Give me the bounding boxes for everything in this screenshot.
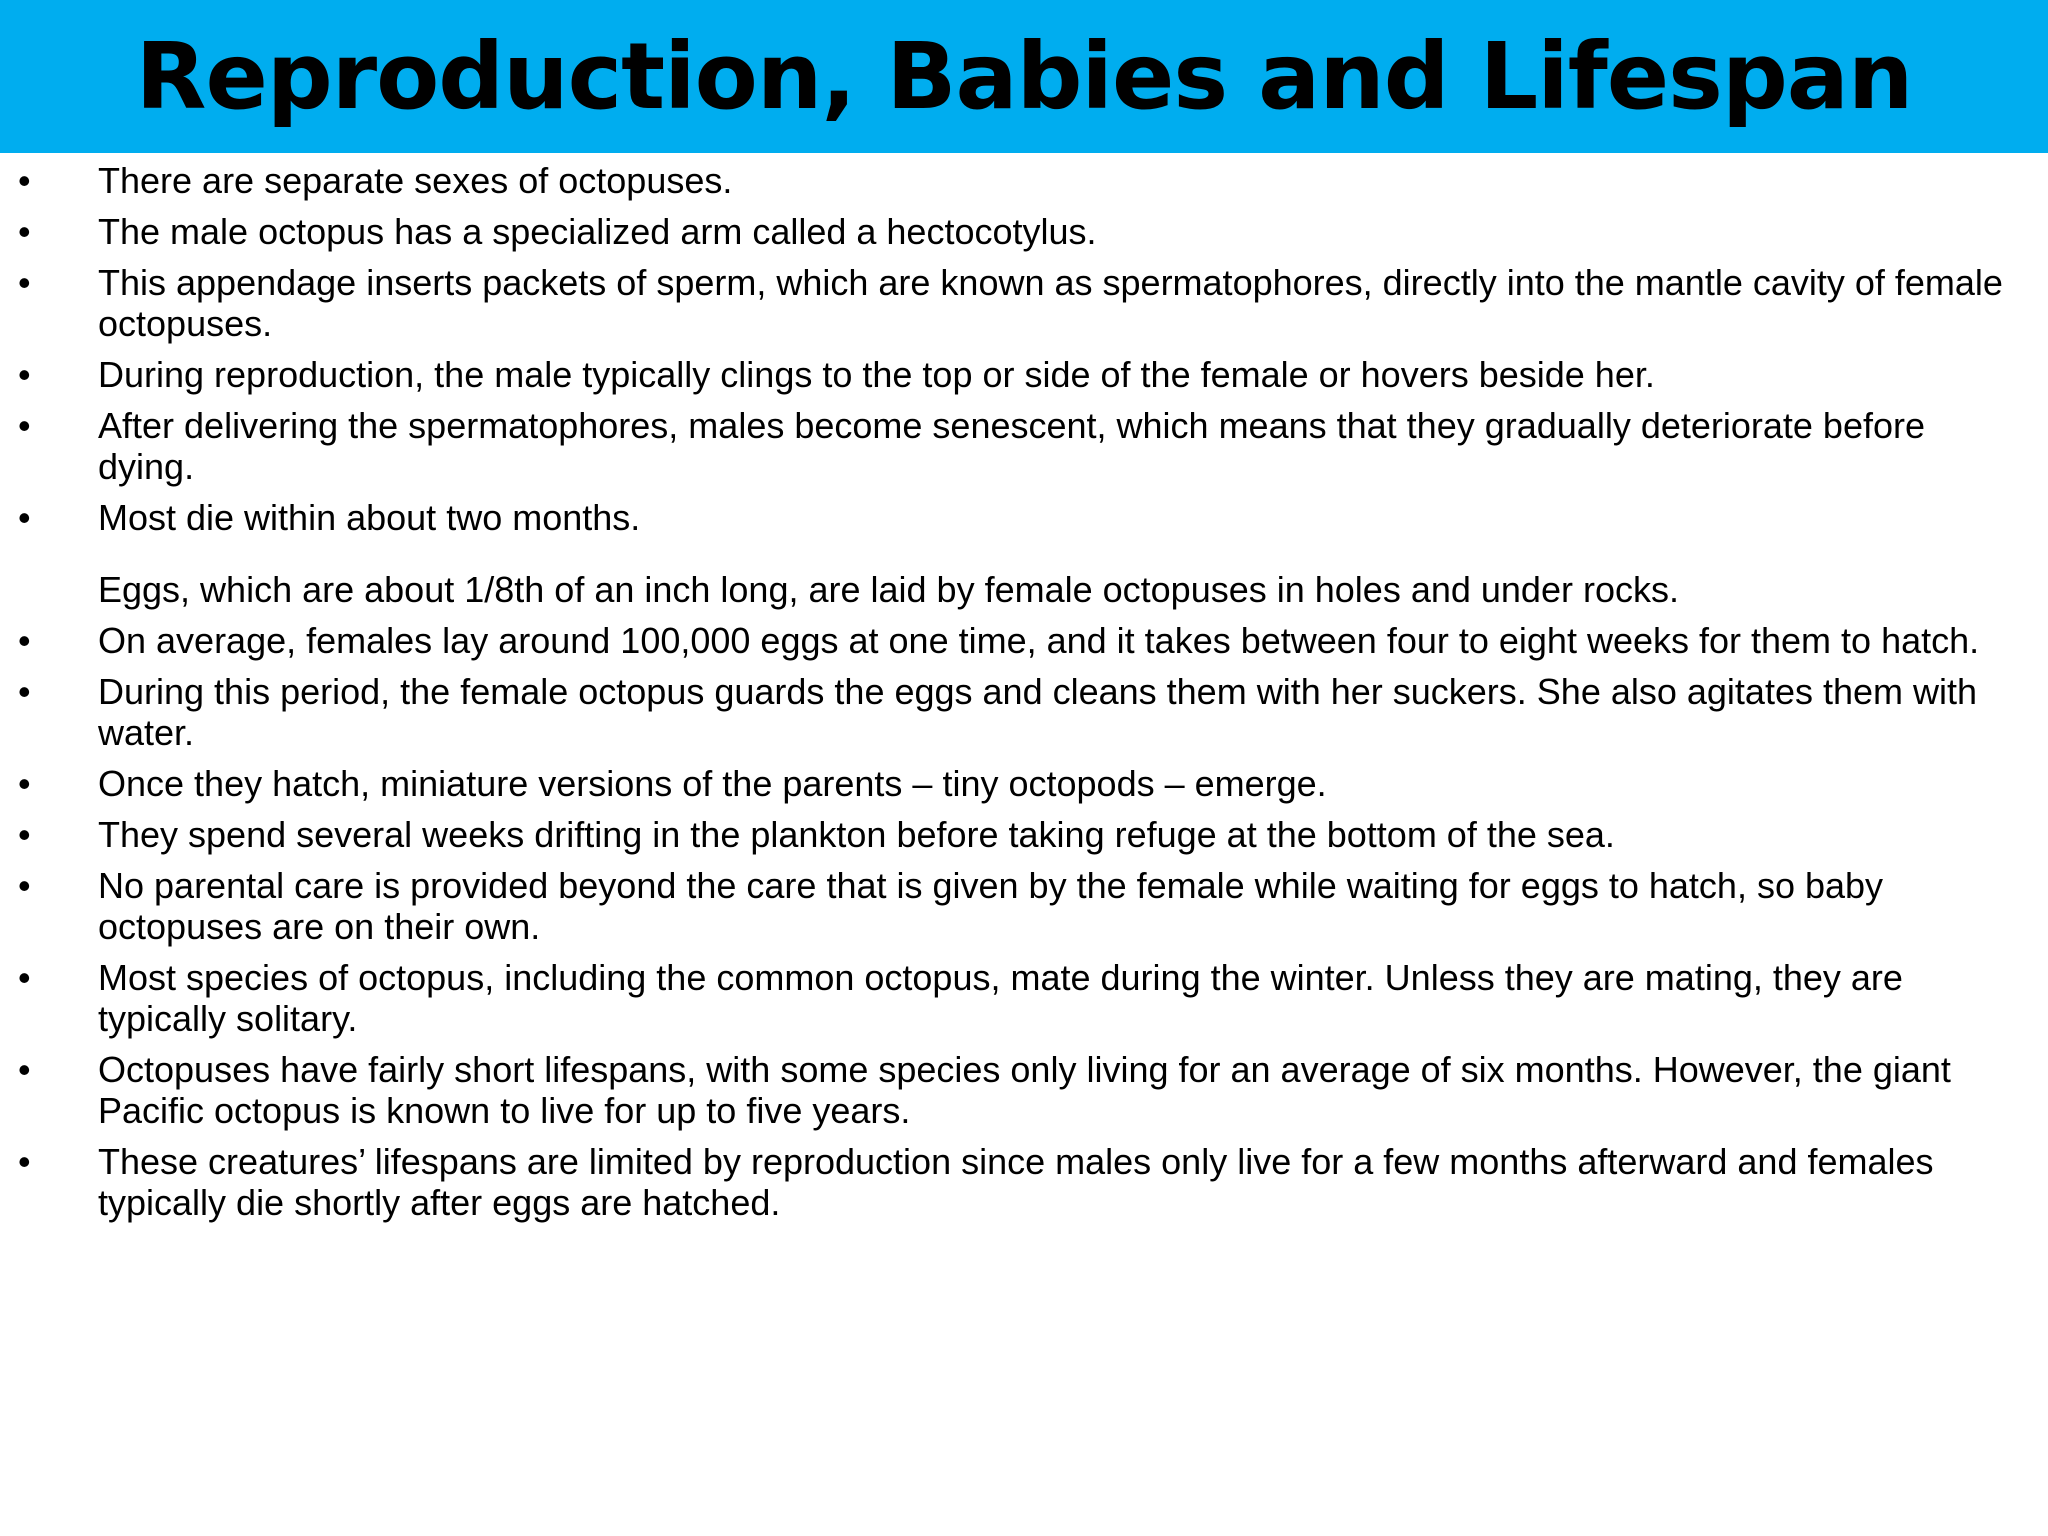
- bullet-item: [0, 160, 2048, 201]
- item-text: These creatures’ lifespans are limited by reproduction since males only live for a few months afterward and females typically die shortly after eggs are hatched.: [98, 1141, 1934, 1223]
- bullet-item: [0, 1049, 2048, 1131]
- item-text: Most die within about two months.: [98, 497, 641, 538]
- bullet-item: [0, 865, 2048, 947]
- bullet-marker: •: [18, 405, 31, 446]
- item-text: This appendage inserts packets of sperm, which are known as spermatophores, directly into the mantle cavity of female octopuses.: [98, 262, 2003, 344]
- title-bar: [0, 0, 2048, 153]
- bullet-item: [0, 763, 2048, 804]
- bullet-item: [0, 354, 2048, 395]
- slide-content: [0, 160, 2048, 1233]
- bullet-marker: •: [18, 160, 31, 201]
- slide-title: Reproduction, Babies and Lifespan: [135, 22, 1913, 130]
- bullet-item: [0, 497, 2048, 538]
- item-text: Most species of octopus, including the common octopus, mate during the winter. Unless they are mating, they are typically solitary.: [98, 957, 1903, 1039]
- bullet-marker: •: [18, 865, 31, 906]
- item-text: On average, females lay around 100,000 eggs at one time, and it takes between four to eight weeks for them to hatch.: [98, 620, 1980, 661]
- bullet-marker: •: [18, 354, 31, 395]
- bullet-item: [0, 671, 2048, 753]
- bullet-item: [0, 262, 2048, 344]
- bullet-marker: •: [18, 957, 31, 998]
- bullet-item: [0, 814, 2048, 855]
- bullet-marker: •: [18, 497, 31, 538]
- bullet-marker: •: [18, 211, 31, 252]
- item-text: The male octopus has a specialized arm called a hectocotylus.: [98, 211, 1097, 252]
- paragraph-item: [0, 569, 2048, 610]
- item-text: There are separate sexes of octopuses.: [98, 160, 733, 201]
- item-text: Octopuses have fairly short lifespans, with some species only living for an average of six months. However, the giant Pacific octopus is known to live for up to five years.: [98, 1049, 1951, 1131]
- item-text: No parental care is provided beyond the care that is given by the female while waiting for eggs to hatch, so baby octopuses are on their own.: [98, 865, 1884, 947]
- bullet-marker: •: [18, 620, 31, 661]
- bullet-item: [0, 620, 2048, 661]
- bullet-item: [0, 957, 2048, 1039]
- bullet-marker: •: [18, 814, 31, 855]
- bullet-list: [0, 160, 2048, 1223]
- item-text: They spend several weeks drifting in the plankton before taking refuge at the bottom of the sea.: [98, 814, 1615, 855]
- item-text: After delivering the spermatophores, males become senescent, which means that they gradually deteriorate before dying.: [98, 405, 1925, 487]
- bullet-marker: •: [18, 1141, 31, 1182]
- bullet-marker: •: [18, 1049, 31, 1090]
- item-text: Eggs, which are about 1/8th of an inch long, are laid by female octopuses in holes and under rocks.: [98, 569, 1679, 610]
- bullet-marker: •: [18, 671, 31, 712]
- item-text: During reproduction, the male typically clings to the top or side of the female or hovers beside her.: [98, 354, 1655, 395]
- bullet-item: [0, 405, 2048, 487]
- bullet-item: [0, 211, 2048, 252]
- bullet-item: [0, 1141, 2048, 1223]
- bullet-marker: •: [18, 763, 31, 804]
- bullet-marker: •: [18, 262, 31, 303]
- item-text: During this period, the female octopus guards the eggs and cleans them with her suckers. She also agitates them with water.: [98, 671, 1978, 753]
- item-text: Once they hatch, miniature versions of the parents – tiny octopods – emerge.: [98, 763, 1327, 804]
